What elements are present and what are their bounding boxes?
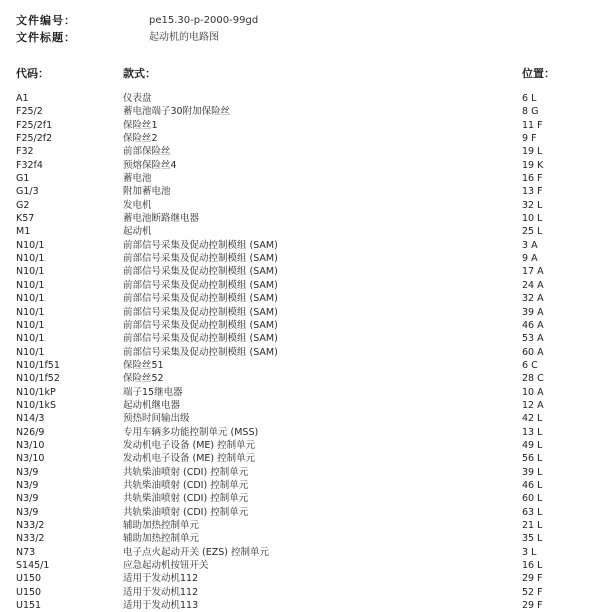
component-position: 3 A	[522, 239, 538, 251]
component-code: G2	[16, 199, 30, 211]
list-item	[0, 372, 609, 385]
component-position: 39 A	[522, 306, 544, 318]
file-number-value: pe15.30-p-2000-99gd	[149, 15, 259, 26]
component-code: G1/3	[16, 186, 39, 198]
list-item	[0, 306, 609, 319]
component-code: N10/1	[16, 346, 45, 358]
component-description: 起动机继电器	[123, 399, 181, 411]
component-code: N33/2	[16, 520, 45, 531]
component-position: 3 L	[522, 546, 537, 558]
component-position: 6 C	[522, 359, 538, 371]
component-code: N3/10	[16, 439, 45, 451]
component-description: 保险丝51	[123, 359, 164, 371]
component-position: 60 A	[522, 346, 544, 358]
list-item	[0, 412, 609, 425]
list-item	[0, 252, 609, 265]
list-item	[0, 586, 609, 599]
list-item	[0, 132, 609, 145]
component-position: 24 A	[522, 279, 544, 291]
component-description: 共轨柴油喷射 (CDI) 控制单元	[123, 479, 249, 491]
list-item	[0, 399, 609, 412]
column-header-pos: 位置：	[522, 67, 555, 80]
component-description: 适用于发动机112	[123, 573, 199, 585]
component-position: 13 L	[522, 426, 543, 438]
component-description: 电子点火起动开关 (EZS) 控制单元	[123, 546, 269, 558]
component-code: S145/1	[16, 560, 50, 572]
component-code: F25/2f2	[16, 133, 53, 145]
component-description: 保险丝52	[123, 373, 164, 385]
component-code: N3/10	[16, 453, 45, 465]
list-item	[0, 519, 609, 532]
component-description: 前部信号采集及促动控制模组 (SAM)	[123, 306, 278, 318]
component-description: 前部信号采集及促动控制模组 (SAM)	[123, 266, 278, 278]
component-code: N10/1f52	[16, 373, 60, 385]
component-description: 仪表盘	[123, 93, 152, 104]
file-number-label: 文件编号：	[16, 14, 76, 27]
component-code: N14/3	[16, 413, 45, 425]
component-description: 前部信号采集及促动控制模组 (SAM)	[123, 319, 278, 331]
component-description: 保险丝2	[123, 133, 158, 145]
component-position: 52 F	[522, 586, 543, 598]
component-code: N10/1kS	[16, 399, 56, 411]
list-item	[0, 492, 609, 505]
list-item	[0, 546, 609, 559]
component-code: M1	[16, 226, 31, 238]
component-code: K57	[16, 213, 35, 225]
list-item	[0, 239, 609, 252]
component-description: 共轨柴油喷射 (CDI) 控制单元	[123, 493, 249, 505]
component-position: 10 L	[522, 213, 543, 225]
component-code: F32	[16, 146, 34, 158]
component-description: 辅助加热控制单元	[123, 520, 200, 531]
component-position: 10 A	[522, 386, 544, 398]
component-position: 60 L	[522, 493, 543, 505]
list-item	[0, 452, 609, 465]
list-item	[0, 346, 609, 359]
component-description: 前部信号采集及促动控制模组 (SAM)	[123, 333, 278, 345]
component-position: 8 G	[522, 106, 539, 118]
list-item	[0, 279, 609, 292]
component-description: 辅助加热控制单元	[123, 533, 200, 545]
component-position: 17 A	[522, 266, 544, 278]
file-title-label: 文件标题：	[16, 31, 76, 44]
list-item	[0, 212, 609, 225]
list-item	[0, 559, 609, 572]
component-description: 应急起动机按钮开关	[123, 560, 209, 572]
list-item	[0, 92, 609, 105]
component-code: N10/1	[16, 306, 45, 318]
component-position: 9 F	[522, 133, 537, 145]
component-code: N3/9	[16, 506, 39, 518]
list-item	[0, 265, 609, 278]
list-item	[0, 599, 609, 612]
component-description: 前部信号采集及促动控制模组 (SAM)	[123, 239, 278, 251]
component-position: 29 F	[522, 600, 543, 612]
list-item	[0, 225, 609, 238]
component-position: 63 L	[522, 506, 543, 518]
list-item	[0, 359, 609, 372]
component-description: 前部信号采集及促动控制模组 (SAM)	[123, 279, 278, 291]
list-item	[0, 292, 609, 305]
component-position: 29 F	[522, 573, 543, 585]
list-item	[0, 506, 609, 519]
component-code: N3/9	[16, 466, 39, 478]
component-code: G1	[16, 173, 30, 185]
component-description: 预热时间输出级	[123, 413, 190, 425]
component-position: 32 A	[522, 293, 544, 305]
component-code: N10/1	[16, 239, 45, 251]
component-description: 适用于发动机112	[123, 586, 199, 598]
component-position: 19 K	[522, 159, 544, 171]
component-code: N3/9	[16, 479, 39, 491]
component-position: 11 F	[522, 119, 543, 131]
component-position: 16 L	[522, 560, 543, 572]
component-description: 发动机电子设备 (ME) 控制单元	[123, 453, 256, 465]
component-code: U150	[16, 586, 42, 598]
list-item	[0, 386, 609, 399]
component-position: 21 L	[522, 520, 543, 531]
component-position: 13 F	[522, 186, 543, 198]
component-description: 共轨柴油喷射 (CDI) 控制单元	[123, 466, 249, 478]
component-description: 适用于发动机113	[123, 600, 199, 612]
component-position: 6 L	[522, 93, 537, 104]
file-title-value: 起动机的电路图	[149, 32, 219, 43]
component-code: N10/1kP	[16, 386, 56, 398]
list-item	[0, 479, 609, 492]
component-description: 前部信号采集及促动控制模组 (SAM)	[123, 346, 278, 358]
list-item	[0, 119, 609, 132]
component-position: 46 A	[522, 319, 544, 331]
component-position: 16 F	[522, 173, 543, 185]
component-code: N10/1	[16, 279, 45, 291]
component-code: N10/1	[16, 319, 45, 331]
component-code: N10/1	[16, 293, 45, 305]
component-description: 端子15继电器	[123, 386, 183, 398]
list-item	[0, 199, 609, 212]
component-code: F25/2	[16, 106, 43, 118]
component-description: 发动机电子设备 (ME) 控制单元	[123, 439, 256, 451]
component-position: 32 L	[522, 199, 543, 211]
component-description: 预熔保险丝4	[123, 159, 177, 171]
list-item	[0, 572, 609, 585]
component-position: 25 L	[522, 226, 543, 238]
component-position: 49 L	[522, 439, 543, 451]
component-description: 发电机	[123, 199, 152, 211]
component-code: N33/2	[16, 533, 45, 545]
component-description: 共轨柴油喷射 (CDI) 控制单元	[123, 506, 249, 518]
component-position: 9 A	[522, 253, 538, 265]
component-code: U151	[16, 600, 42, 612]
component-position: 56 L	[522, 453, 543, 465]
file-number-row	[0, 14, 609, 28]
component-position: 39 L	[522, 466, 543, 478]
component-code: N73	[16, 546, 36, 558]
list-item	[0, 332, 609, 345]
list-item	[0, 159, 609, 172]
component-code: F32f4	[16, 159, 43, 171]
component-code: N10/1	[16, 253, 45, 265]
component-position: 35 L	[522, 533, 543, 545]
component-description: 附加蓄电池	[123, 186, 171, 198]
component-code: N10/1f51	[16, 359, 60, 371]
component-description: 蓄电池断路继电器	[123, 213, 200, 225]
component-code: A1	[16, 93, 29, 104]
list-item	[0, 439, 609, 452]
component-description: 前部信号采集及促动控制模组 (SAM)	[123, 253, 278, 265]
column-header-desc: 款式：	[123, 67, 156, 80]
list-item	[0, 426, 609, 439]
component-description: 蓄电池	[123, 173, 152, 185]
list-item	[0, 145, 609, 158]
component-code: N26/9	[16, 426, 45, 438]
component-position: 12 A	[522, 399, 544, 411]
list-item	[0, 319, 609, 332]
component-code: F25/2f1	[16, 119, 53, 131]
component-description: 前部信号采集及促动控制模组 (SAM)	[123, 293, 278, 305]
component-position: 42 L	[522, 413, 543, 425]
component-position: 19 L	[522, 146, 543, 158]
list-item	[0, 105, 609, 118]
list-item	[0, 185, 609, 198]
component-code: N10/1	[16, 333, 45, 345]
component-description: 专用车辆多功能控制单元 (MSS)	[123, 426, 259, 438]
list-item	[0, 172, 609, 185]
component-position: 46 L	[522, 479, 543, 491]
component-description: 保险丝1	[123, 119, 158, 131]
file-title-row	[0, 31, 609, 45]
component-list	[0, 92, 609, 612]
component-description: 前部保险丝	[123, 146, 171, 158]
component-position: 53 A	[522, 333, 544, 345]
list-item	[0, 466, 609, 479]
component-description: 起动机	[123, 226, 152, 238]
component-code: N3/9	[16, 493, 39, 505]
component-description: 蓄电池端子30附加保险丝	[123, 106, 231, 118]
list-item	[0, 532, 609, 545]
component-code: N10/1	[16, 266, 45, 278]
column-header-code: 代码：	[16, 67, 49, 80]
component-code: U150	[16, 573, 42, 585]
component-position: 28 C	[522, 373, 544, 385]
